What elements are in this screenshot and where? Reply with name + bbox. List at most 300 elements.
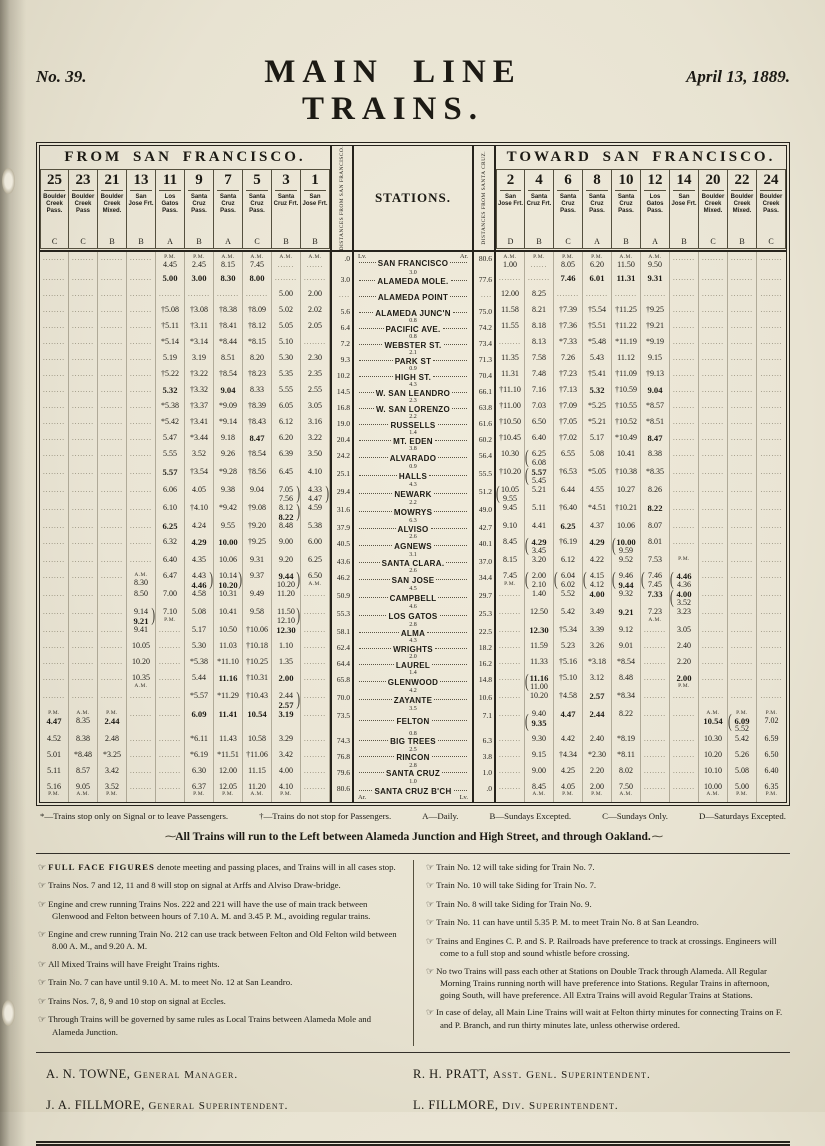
time-cell: 4.42 [554, 734, 583, 750]
time-cell: 8.45 [496, 537, 525, 555]
pointing-hand-icon: ☞ [38, 1015, 47, 1026]
time-cell: 8.13 [525, 337, 554, 353]
pointing-hand-icon: ☞ [38, 959, 47, 970]
signature-title: Div. Superintendent. [502, 1100, 619, 1113]
interstation-distance: 3.5 [409, 706, 417, 713]
interstation-distance: 4.5 [409, 586, 417, 593]
distances-from-sc-header: DISTANCES FROM SANTA CRUZ. [472, 146, 496, 250]
time-cell: ........ [641, 734, 670, 750]
time-cell: 4.59 [301, 503, 330, 521]
flourish-left: ⁓ [164, 830, 176, 843]
time-cell: 1.40 [525, 589, 554, 607]
interstation-distance: 3.1 [409, 552, 417, 559]
note-item [38, 929, 403, 953]
train-class: B [536, 237, 542, 247]
train-label: Boulder Creek Mixed. [100, 194, 124, 214]
time-cell: ........ [69, 337, 98, 353]
time-cell: ........ [127, 337, 156, 353]
time-cell: ........ [728, 571, 757, 589]
time-cell: ........ [699, 401, 728, 417]
time-cell: ........ [670, 449, 699, 467]
train-class: C [565, 237, 571, 247]
time-cell: ........ [156, 691, 185, 709]
train-class: C [710, 237, 716, 247]
time-cell: ........ [760, 590, 783, 599]
time-cell: 11.55 [496, 321, 525, 337]
time-cell: ........ [728, 589, 757, 607]
time-cell: A.M. ...... [272, 252, 301, 273]
station-name: RINCON [396, 753, 430, 763]
distance-from-sf-cell: 58.1 [330, 625, 354, 641]
interstation-distance: 1.4 [409, 430, 417, 437]
time-cell: ........ [525, 273, 554, 289]
time-cell: 3.16 [301, 417, 330, 433]
time-cell: ........ [40, 641, 69, 657]
time-cell: 5.00 [156, 273, 185, 289]
note-text: No two Trains will pass each other at Stations on Double Track through Alameda. All Regular Morning Trains running north will have preference into Stations. Regular Trains in afternoon, going South, will have preference. All Extra Trains will avoid Regular Trains at Stations. [436, 965, 770, 1000]
signature-name: R. H. PRATT, [413, 1067, 490, 1082]
time-cell: †7.23 [554, 369, 583, 385]
train-class: B [312, 237, 318, 247]
time-cell: †10.06 [243, 625, 272, 641]
time-cell: ........ [98, 589, 127, 607]
time-cell: ........ [40, 321, 69, 337]
time-cell: 3.22 [301, 433, 330, 449]
time-cell: 9.31 [243, 555, 272, 571]
time-cell: ........ [496, 691, 525, 709]
time-cell: †9.25 [243, 537, 272, 555]
distance-from-sf-cell: 79.6 [330, 766, 354, 782]
time-cell: ........ [127, 485, 156, 503]
train-number: 21 [101, 170, 123, 191]
time-cell: ........ [496, 673, 525, 691]
signatures-section [36, 1053, 790, 1139]
time-cell: 9.15 [525, 750, 554, 766]
time-cell: 8.50 [127, 589, 156, 607]
time-cell: ........ [728, 385, 757, 401]
time-cell: ........ [760, 386, 783, 395]
time-cell: ........ [670, 467, 699, 485]
pointing-hand-icon: ☞ [38, 929, 47, 940]
time-cell: ........ [127, 401, 156, 417]
time-cell: 6.20 [272, 433, 301, 449]
time-cell: ........ [670, 417, 699, 433]
station-row [40, 289, 786, 305]
note-item [38, 959, 403, 972]
time-cell: 6.45 [272, 467, 301, 485]
time-cell: ........ [301, 641, 330, 657]
time-cell: ........ [728, 625, 757, 641]
time-cell: ........ [127, 782, 156, 802]
time-cell: ........ [98, 289, 127, 305]
time-cell: A.M. ...... [301, 252, 330, 273]
time-cell: ........ [641, 641, 670, 657]
time-cell: ........ [699, 289, 728, 305]
interstation-distance: 2.3 [409, 398, 417, 405]
interstation-distance: 0.8 [409, 334, 417, 341]
legend-item: C—Sundays Only. [602, 810, 668, 821]
time-cell: 10.06 [214, 555, 243, 571]
time-cell: 2.40 [583, 734, 612, 750]
distance-from-sc-cell: 60.2 [472, 433, 496, 449]
time-cell: 6.40 [764, 765, 779, 775]
train-label: Los Gatos Pass. [646, 194, 664, 214]
timetable [36, 142, 790, 806]
time-cell: *5.38 [185, 657, 214, 673]
time-cell: 7.46 [554, 273, 583, 289]
interstation-distance: 4.3 [409, 482, 417, 489]
interstation-distance: 6.3 [409, 518, 417, 525]
note-text: Trains Nos. 7 and 12, 11 and 8 will stop on signal at Arffs and Alviso Draw-bridge. [48, 880, 341, 891]
time-cell: ........ [760, 658, 783, 667]
time-cell: †3.37 [185, 401, 214, 417]
time-cell: 11.20 A.M. [243, 782, 272, 802]
train-label: Boulder Creek Pass. [43, 194, 66, 214]
time-cell: 3.42 [272, 750, 301, 766]
time-cell: ........ [699, 252, 728, 273]
time-cell: 7.50 A.M. [612, 782, 641, 802]
time-cell: 9.58 [243, 607, 272, 625]
time-cell: ........ [760, 504, 783, 513]
station-cell [354, 289, 472, 305]
time-cell: P.M. 2.44 [98, 709, 127, 734]
time-cell: ........ [301, 589, 330, 607]
time-cell: 11.58 [496, 305, 525, 321]
time-cell: *3.44 [185, 433, 214, 449]
time-cell: ........ [69, 607, 98, 625]
time-cell: ........ [699, 353, 728, 369]
time-cell: ........ [699, 555, 728, 571]
time-cell: 3.49 [583, 607, 612, 625]
time-cell: ........ [760, 642, 783, 651]
time-cell: 8.48 [272, 521, 301, 537]
train-column-header [243, 169, 272, 249]
time-cell: 5.57 [156, 467, 185, 485]
time-cell: 9.12 [612, 625, 641, 641]
time-cell: 11.12 [612, 353, 641, 369]
time-cell: 11.50 12.10 ) [272, 607, 301, 625]
time-cell: *10.49 [612, 433, 641, 449]
train-label: San Jose Frt. [128, 194, 154, 207]
note-text: Train No. 11 can have until 5.35 P. M. to meet Train No. 8 at San Leandro. [436, 917, 699, 928]
time-cell: ........ [40, 485, 69, 503]
time-cell: ........ [214, 289, 243, 305]
station-name: FELTON [396, 717, 430, 727]
station-name: MT. EDEN [393, 436, 433, 446]
leave-label: Lv. [358, 253, 367, 261]
train-column-header [525, 169, 554, 249]
time-cell: 5.11 [525, 503, 554, 521]
time-cell: 5.30 [272, 353, 301, 369]
from-sf-group [40, 146, 330, 250]
train-label: Santa Cruz Pass. [617, 194, 635, 214]
note-text: denote meeting and passing places, and Trains will in all cases stop. [154, 861, 396, 872]
time-cell: 8.48 [612, 673, 641, 691]
train-column-header [728, 169, 757, 249]
time-cell: 3.12 [583, 673, 612, 691]
time-cell: *9.19 [641, 337, 670, 353]
time-cell: ........ [40, 417, 69, 433]
time-cell: 9.21 [612, 607, 641, 625]
time-cell: 7.23 A.M. [641, 607, 670, 625]
time-cell: †8.09 [243, 305, 272, 321]
time-cell: 2.02 [301, 305, 330, 321]
time-cell: ........ [156, 673, 185, 691]
distance-from-sc-cell: 22.5 [472, 625, 496, 641]
note-item [426, 936, 788, 960]
interstation-distance: 2.2 [409, 500, 417, 507]
time-cell: ........ [699, 607, 728, 625]
time-cell: ( 4.15 4.12 [583, 571, 612, 589]
station-name: SANTA CRUZ [385, 769, 441, 779]
legend-item: A—Daily. [422, 810, 459, 821]
time-cell: ........ [301, 337, 330, 353]
time-cell: 3.50 [301, 449, 330, 467]
time-cell: ........ [69, 369, 98, 385]
time-cell: 5.08 [583, 449, 612, 467]
time-cell: 10.58 [243, 734, 272, 750]
time-cell: ........ [728, 321, 757, 337]
time-cell: *9.14 [214, 417, 243, 433]
time-cell: ........ [69, 503, 98, 521]
time-cell: 5.19 [156, 353, 185, 369]
interstation-distance: 0.8 [409, 318, 417, 325]
time-cell: †8.23 [243, 369, 272, 385]
distance-from-sc-cell: 49.0 [472, 503, 496, 521]
distance-from-sc-cell: 75.0 [472, 305, 496, 321]
time-cell: *2.30 [583, 750, 612, 766]
station-name: ALAMEDA MOLE. [377, 276, 449, 286]
time-cell: 6.32 [156, 537, 185, 555]
time-cell: ........ [69, 321, 98, 337]
time-cell: 5.11 [40, 766, 69, 782]
time-cell: 8.02 [612, 766, 641, 782]
train-class: C [254, 237, 260, 247]
time-cell: 9.14 9.21 ) [127, 607, 156, 625]
time-cell: †7.36 [554, 321, 583, 337]
station-name: WEBSTER ST. [384, 340, 442, 350]
time-cell: *8.48 [69, 750, 98, 766]
toward-sf-group [496, 146, 786, 250]
time-cell: ........ [670, 537, 699, 555]
time-cell: †7.09 [554, 401, 583, 417]
pointing-hand-icon: ☞ [426, 966, 435, 977]
time-cell: †5.51 [583, 321, 612, 337]
time-cell: 5.38 [301, 521, 330, 537]
time-cell: ........ [728, 305, 757, 321]
time-cell: ........ [728, 503, 757, 521]
time-cell: 9.20 [272, 555, 301, 571]
time-cell: ........ [156, 734, 185, 750]
time-cell: ........ [699, 385, 728, 401]
time-cell: †8.54 [243, 449, 272, 467]
time-cell: ........ [760, 338, 783, 347]
note-item [426, 966, 788, 1002]
time-cell: ........ [728, 555, 757, 571]
time-cell: †8.43 [243, 417, 272, 433]
time-cell: 2.05 [301, 321, 330, 337]
time-cell: ........ [40, 401, 69, 417]
time-cell: 9.55 [214, 521, 243, 537]
time-cell: 8.21 [525, 305, 554, 321]
time-cell: 2.48 [98, 734, 127, 750]
note-item [38, 880, 403, 893]
time-cell: 6.50 [764, 749, 779, 759]
time-cell: ........ [98, 385, 127, 401]
time-cell: ( 4.00 3.52 [670, 589, 699, 607]
time-cell: †3.32 [185, 385, 214, 401]
time-cell: ........ [670, 273, 699, 289]
time-cell: 11.20 [272, 589, 301, 607]
pointing-hand-icon: ☞ [38, 862, 47, 873]
time-cell: ........ [760, 608, 783, 617]
train-class: A [167, 237, 173, 247]
distance-from-sc-cell: 25.3 [472, 607, 496, 625]
time-cell: 6.12 [554, 555, 583, 571]
distance-from-sf-cell: 65.8 [330, 673, 354, 691]
time-cell: 2.20 [583, 766, 612, 782]
time-cell: ........ [760, 254, 783, 263]
note-lead: FULL FACE FIGURES [48, 861, 155, 872]
time-cell: ........ [69, 305, 98, 321]
time-cell: ........ [156, 657, 185, 673]
train-label: Santa Cruz Frt. [526, 194, 552, 207]
time-cell: ........ [699, 467, 728, 485]
time-cell: A.M. 8.35 [69, 709, 98, 734]
time-cell: 6.44 [554, 485, 583, 503]
time-cell: ........ [641, 673, 670, 691]
station-name: LAUREL [395, 660, 431, 670]
time-cell: ........ [69, 657, 98, 673]
time-cell: ........ [156, 641, 185, 657]
train-column-header [69, 169, 98, 249]
time-cell: P.M. 4.47 [40, 709, 69, 734]
time-cell: ........ [496, 657, 525, 673]
time-cell: 6.40 [156, 555, 185, 571]
time-cell: 2.00 P.M. [583, 782, 612, 802]
interstation-distance: 2.6 [409, 568, 417, 575]
distance-from-sc-cell: 42.7 [472, 521, 496, 537]
time-cell: ( 11.16 11.00 [525, 673, 554, 691]
flourish-right: ⁓ [650, 830, 662, 843]
time-cell: 5.02 [272, 305, 301, 321]
time-cell: ........ [127, 521, 156, 537]
time-cell: ........ [243, 289, 272, 305]
distance-from-sf-cell: 76.8 [330, 750, 354, 766]
train-column-header [40, 169, 69, 249]
train-label: Santa Cruz Pass. [190, 194, 208, 214]
time-cell: ........ [69, 385, 98, 401]
time-cell: †10.59 [612, 385, 641, 401]
time-cell: 3.26 [583, 641, 612, 657]
time-cell: ........ [760, 306, 783, 315]
time-cell: 9.04 [214, 385, 243, 401]
time-cell: ........ [69, 571, 98, 589]
time-cell: ........ [69, 625, 98, 641]
interstation-distance: 3.0 [409, 270, 417, 277]
station-name: W. SAN LORENZO [376, 404, 450, 414]
time-cell: ........ [69, 467, 98, 485]
time-cell: ........ [699, 691, 728, 709]
time-cell: ........ [641, 625, 670, 641]
time-cell: 8.38 [69, 734, 98, 750]
time-cell: ........ [301, 657, 330, 673]
time-cell: ........ [98, 521, 127, 537]
time-cell: A.M. 9.50 [641, 252, 670, 273]
station-name: SANTA CRUZ B'CH [374, 787, 452, 797]
time-cell: ........ [69, 555, 98, 571]
time-cell: 8.20 [243, 353, 272, 369]
time-cell: ........ [156, 766, 185, 782]
time-cell: *8.51 [641, 417, 670, 433]
time-cell: 11.03 [214, 641, 243, 657]
time-cell: 8.45 A.M. [525, 782, 554, 802]
time-cell: ( 6.25 6.08 [525, 449, 554, 467]
time-cell: 5.42 [728, 734, 757, 750]
distance-from-sc-cell: 80.6 [472, 252, 496, 273]
time-cell: ........ [40, 607, 69, 625]
train-class: B [283, 237, 289, 247]
time-cell: P.M. 7.02 [764, 710, 779, 725]
station-name: GLENWOOD [387, 677, 439, 687]
time-cell: 4.00 [272, 766, 301, 782]
time-cell: *3.14 [185, 337, 214, 353]
time-cell: 10.14 10.20 ) [214, 571, 243, 589]
train-label: Boulder Creek Pass [71, 194, 95, 214]
train-column-header [301, 169, 330, 249]
leave-label: Lv. [459, 793, 468, 801]
time-cell: 12.30 [272, 625, 301, 641]
time-cell: ........ [301, 625, 330, 641]
train-label: Boulder Creek Pass. [759, 194, 783, 214]
time-cell: ........ [728, 449, 757, 467]
time-cell: ( 6.04 6.02 [554, 571, 583, 589]
time-cell: ........ [641, 750, 670, 766]
distance-from-sc-cell: 6.3 [472, 734, 496, 750]
time-cell: 11.16 [214, 673, 243, 691]
time-cell: †10.18 [243, 641, 272, 657]
distance-from-sf-cell: 31.6 [330, 503, 354, 521]
time-cell: 9.32 [612, 589, 641, 607]
time-cell: ........ [40, 252, 69, 273]
signature-name: L. FILLMORE, [413, 1098, 499, 1113]
time-cell: 10.41 [214, 607, 243, 625]
time-cell: *5.05 [583, 467, 612, 485]
time-cell: 8.33 [243, 385, 272, 401]
time-cell: ( 4.29 3.45 [525, 537, 554, 555]
time-cell: ........ [127, 417, 156, 433]
time-cell: ........ [641, 709, 670, 734]
time-cell: 12.00 [496, 289, 525, 305]
time-cell: ........ [98, 273, 127, 289]
time-cell: ........ [40, 503, 69, 521]
time-cell: 6.39 [272, 449, 301, 467]
time-cell: 9.00 [272, 537, 301, 555]
time-cell: ........ [496, 766, 525, 782]
time-cell: 4.43 4.46 ) [185, 571, 214, 589]
time-cell: ........ [699, 641, 728, 657]
time-cell: 6.09 [185, 709, 214, 734]
time-cell: 9.05 A.M. [69, 782, 98, 802]
time-cell: ........ [98, 657, 127, 673]
time-cell: ........ [272, 273, 301, 289]
interstation-distance: 4.3 [409, 382, 417, 389]
time-cell: 5.52 [554, 589, 583, 607]
time-cell: ........ [127, 449, 156, 467]
time-cell: ........ [670, 252, 699, 273]
time-cell: 5.42 [554, 607, 583, 625]
time-cell: ........ [40, 289, 69, 305]
